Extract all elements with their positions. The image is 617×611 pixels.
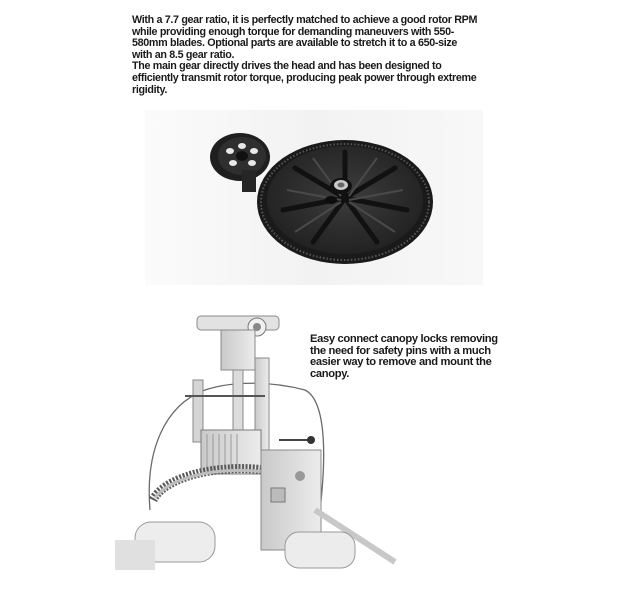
canopy-lock-description: [310, 334, 515, 380]
intro-paragraph-2: The main gear directly drives the head and has been designed to efficiently transmit rotor torque, producing peak power through extreme rigidity.: [132, 60, 477, 96]
main-gear-image: [145, 110, 483, 285]
canopy-note-text: Easy connect canopy locks removing the need for safety pins with a much easier way to remove and mount the canopy.: [310, 333, 498, 380]
intro-paragraph-1: With a 7.7 gear ratio, it is perfectly matched to achieve a good rotor RPM while providing enough torque for demanding maneuvers with 550-580mm blades. Optional parts are available to stretch it to a 650-size with an 8.5 gear ratio.: [132, 14, 478, 61]
main-gear-icon: [145, 110, 483, 285]
gear-ratio-description: [132, 15, 478, 96]
